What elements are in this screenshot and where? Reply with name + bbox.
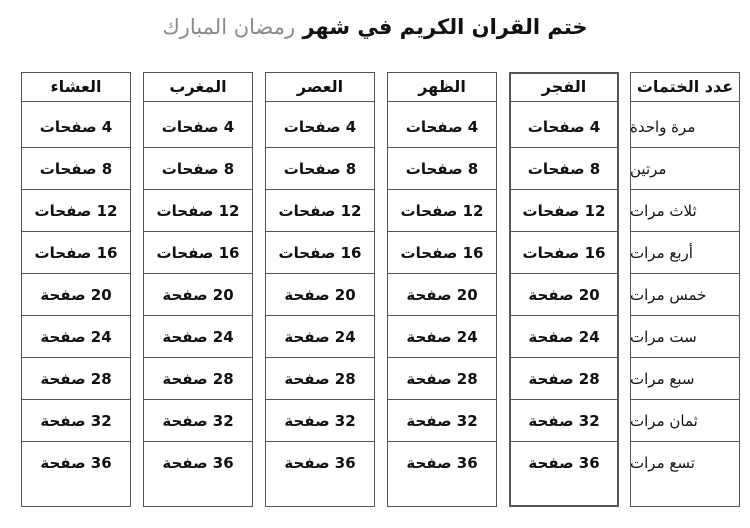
column-header: العشاء — [21, 72, 131, 102]
pages-cell: 24 صفحة — [509, 316, 619, 358]
row-label: تسع مرات — [630, 454, 695, 472]
pages-cell: 28 صفحة — [265, 358, 375, 400]
column-fajr — [509, 72, 619, 507]
pages-cell: 36 صفحة — [162, 454, 234, 472]
column-count — [630, 72, 740, 507]
column-header: الفجر — [509, 72, 619, 102]
pages-cell: 16 صفحات — [21, 232, 131, 274]
pages-cell: 8 صفحات — [265, 148, 375, 190]
row-label: ثلاث مرات — [630, 190, 740, 232]
pages-cell: 16 صفحات — [387, 232, 497, 274]
column-dhuhr — [387, 72, 497, 507]
row-label: مرة واحدة — [630, 106, 740, 148]
column-asr — [265, 72, 375, 507]
pages-cell: 8 صفحات — [387, 148, 497, 190]
row-label: سبع مرات — [630, 358, 740, 400]
pages-cell: 32 صفحة — [509, 400, 619, 442]
pages-cell: 4 صفحات — [21, 106, 131, 148]
row-label: أربع مرات — [630, 232, 740, 274]
pages-cell: 20 صفحة — [143, 274, 253, 316]
pages-cell: 4 صفحات — [387, 106, 497, 148]
pages-cell: 12 صفحات — [387, 190, 497, 232]
pages-cell: 20 صفحة — [509, 274, 619, 316]
schedule-table — [10, 72, 740, 507]
pages-cell: 24 صفحة — [265, 316, 375, 358]
column-header: العصر — [265, 72, 375, 102]
pages-cell: 36 صفحة — [284, 454, 356, 472]
pages-cell: 36 صفحة — [406, 454, 478, 472]
pages-cell: 28 صفحة — [509, 358, 619, 400]
row-label: ست مرات — [630, 316, 740, 358]
pages-cell: 24 صفحة — [387, 316, 497, 358]
pages-cell: 28 صفحة — [387, 358, 497, 400]
pages-cell: 8 صفحات — [143, 148, 253, 190]
pages-cell: 8 صفحات — [21, 148, 131, 190]
pages-cell: 36 صفحة — [528, 454, 600, 472]
pages-cell: 4 صفحات — [509, 106, 619, 148]
pages-cell: 16 صفحات — [509, 232, 619, 274]
pages-cell: 24 صفحة — [143, 316, 253, 358]
pages-cell: 16 صفحات — [265, 232, 375, 274]
pages-cell: 32 صفحة — [143, 400, 253, 442]
pages-cell: 28 صفحة — [143, 358, 253, 400]
pages-cell: 20 صفحة — [387, 274, 497, 316]
pages-cell: 28 صفحة — [21, 358, 131, 400]
pages-cell: 20 صفحة — [265, 274, 375, 316]
pages-cell: 32 صفحة — [387, 400, 497, 442]
cropped-footer — [0, 514, 750, 528]
pages-cell: 12 صفحات — [143, 190, 253, 232]
pages-cell: 32 صفحة — [265, 400, 375, 442]
pages-cell: 4 صفحات — [143, 106, 253, 148]
pages-cell: 32 صفحة — [21, 400, 131, 442]
pages-cell: 36 صفحة — [40, 454, 112, 472]
title-muted: رمضان المبارك — [162, 15, 296, 39]
row-label: خمس مرات — [630, 274, 740, 316]
pages-cell: 12 صفحات — [509, 190, 619, 232]
pages-cell: 20 صفحة — [21, 274, 131, 316]
pages-cell: 16 صفحات — [143, 232, 253, 274]
pages-cell: 12 صفحات — [265, 190, 375, 232]
row-label: ثمان مرات — [630, 400, 740, 442]
column-header: المغرب — [143, 72, 253, 102]
page-title — [0, 10, 750, 44]
column-header: الظهر — [387, 72, 497, 102]
pages-cell: 24 صفحة — [21, 316, 131, 358]
pages-cell: 12 صفحات — [21, 190, 131, 232]
column-header: عدد الختمات — [630, 72, 740, 102]
title-main: ختم القران الكريم في شهر — [302, 15, 588, 39]
column-isha — [21, 72, 131, 507]
pages-cell: 8 صفحات — [509, 148, 619, 190]
pages-cell: 4 صفحات — [265, 106, 375, 148]
row-label: مرتين — [630, 148, 740, 190]
column-maghrib — [143, 72, 253, 507]
